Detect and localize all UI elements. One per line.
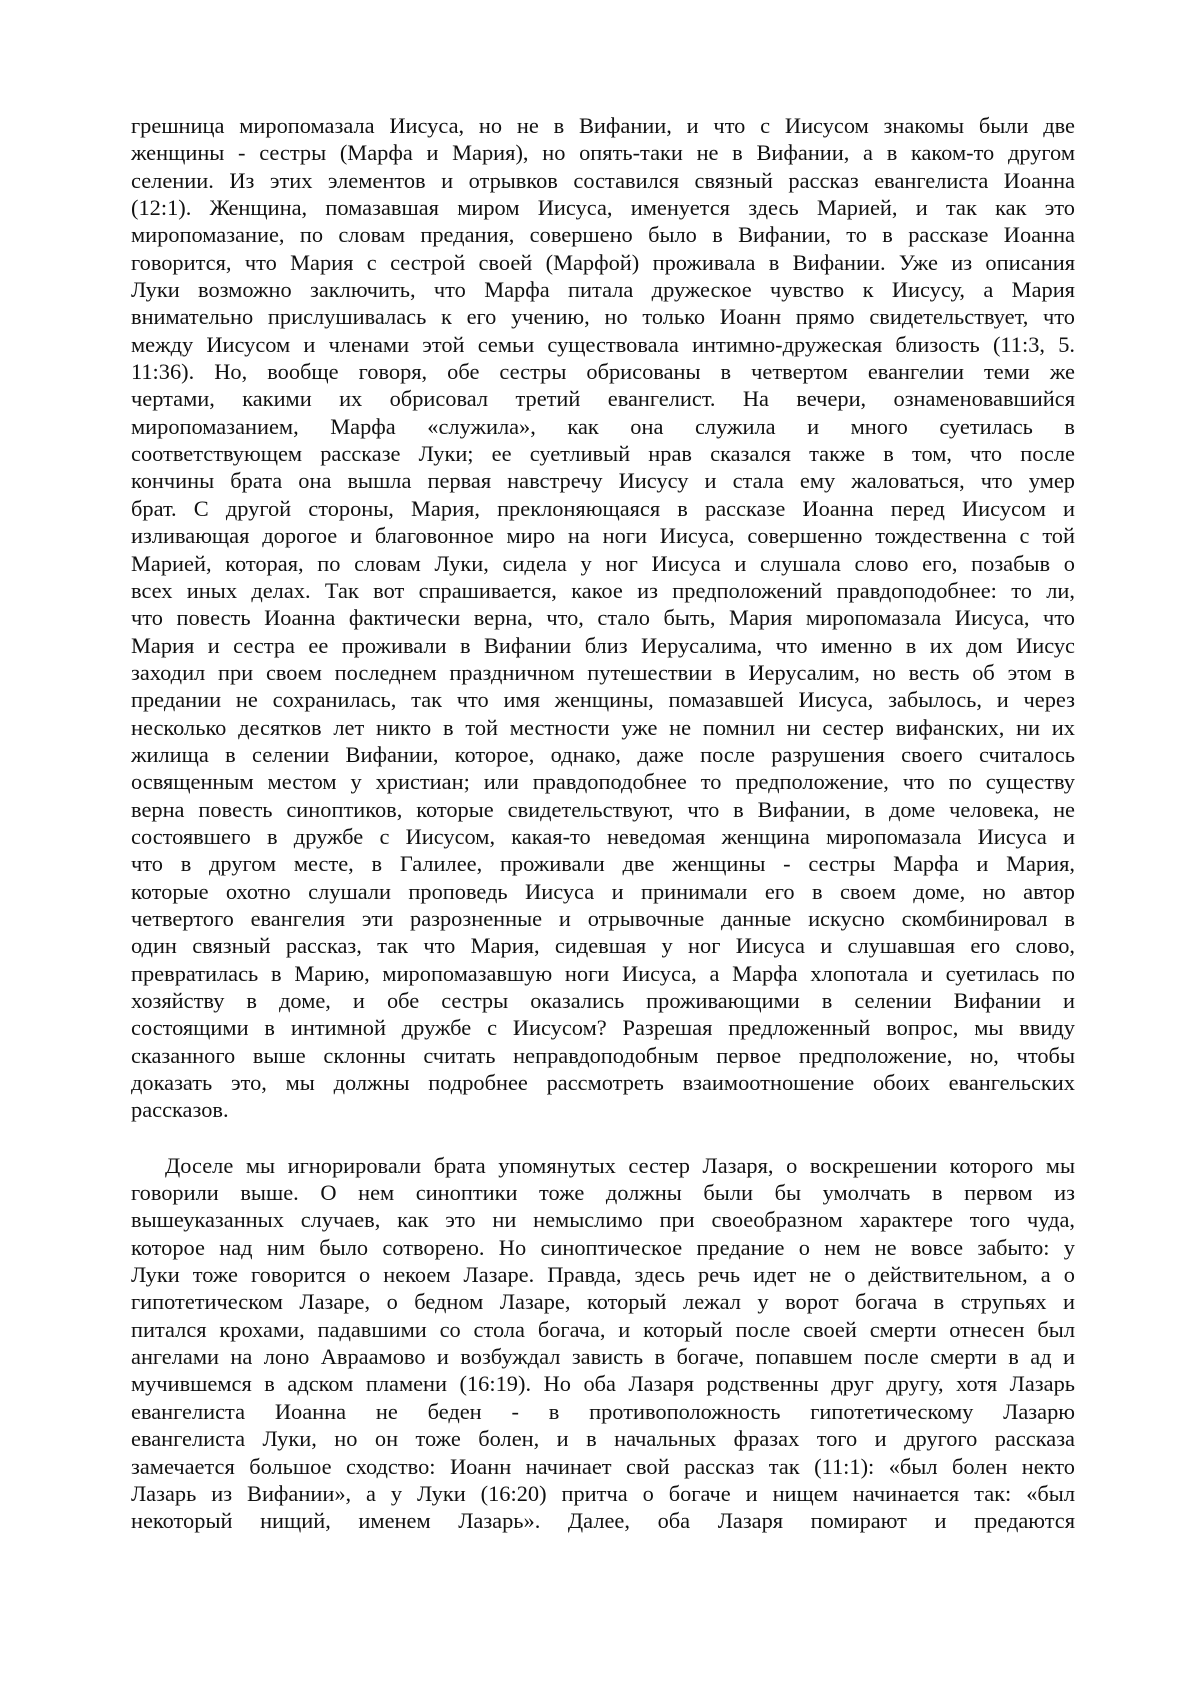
text-line: что в другом месте, в Галилее, проживали две женщины - сестры Марфа и Мария, (131, 851, 1075, 877)
text-line: жилища в селении Вифании, которое, однако, даже после разрушения своего считалось (131, 741, 1075, 767)
text-line: говорится, что Мария с сестрой своей (Марфой) проживала в Вифании. Уже из описания (131, 249, 1075, 275)
paragraph (131, 112, 1075, 1124)
text-line: Доселе мы игнорировали брата упомянутых сестер Лазаря, о воскрешении которого мы (165, 1152, 1075, 1178)
text-line: состоящими в интимной дружбе с Иисусом? Разрешая предложенный вопрос, мы ввиду (131, 1015, 1075, 1041)
text-line: всех иных делах. Так вот спрашивается, какое из предположений правдоподобнее: то ли, (131, 577, 1075, 603)
text-line: (12:1). Женщина, помазавшая миром Иисуса, именуется здесь Марией, и так как это (131, 195, 1075, 221)
text-line: грешница миропомазала Иисуса, но не в Вифании, и что с Иисусом знакомы были две (131, 113, 1075, 138)
text-line: питался крохами, падавшими со стола богача, и который после своей смерти отнесен был (131, 1316, 1075, 1342)
text-line: гипотетическом Лазаре, о бедном Лазаре, который лежал у ворот богача в струпьях и (131, 1289, 1075, 1315)
paragraph (131, 1152, 1075, 1535)
text-line: Луки тоже говорится о некоем Лазаре. Правда, здесь речь идет не о действительном, а о (131, 1262, 1075, 1288)
text-line: мучившемся в адском пламени (16:19). Но оба Лазаря родственны друг другу, хотя Лазарь (131, 1371, 1075, 1397)
text-line: селении. Из этих элементов и отрывков составился связный рассказ евангелиста Иоанна (131, 167, 1075, 193)
text-line: Марией, которая, по словам Луки, сидела у ног Иисуса и слушала слово его, позабыв о (131, 550, 1075, 576)
text-line: говорили выше. О нем синоптики тоже должны были бы умолчать в первом из (131, 1180, 1075, 1206)
text-line: женщины - сестры (Марфа и Мария), но опять-таки не в Вифании, а в каком-то другом (131, 140, 1075, 166)
text-line: сказанного выше склонны считать неправдоподобным первое предположение, но, чтобы (131, 1042, 1075, 1068)
text-line: евангелиста Иоанна не беден - в противоположность гипотетическому Лазарю (131, 1398, 1075, 1424)
text-line: состоявшего в дружбе с Иисусом, какая-то неведомая женщина миропомазала Иисуса и (131, 823, 1075, 849)
paragraph-gap (131, 1124, 1075, 1152)
text-line: верна повесть синоптиков, которые свидетельствуют, что в Вифании, в доме человека, не (131, 796, 1075, 822)
text-line: внимательно прислушивалась к его учению, но только Иоанн прямо свидетельствует, что (131, 304, 1075, 330)
text-line: брат. С другой стороны, Мария, преклоняющаяся в рассказе Иоанна перед Иисусом и (131, 495, 1075, 521)
text-line: предании не сохранилась, так что имя женщины, помазавшей Иисуса, забылось, и через (131, 687, 1075, 713)
text-line: чертами, какими их обрисовал третий евангелист. На вечери, ознаменовавшийся (131, 386, 1075, 412)
text-line: соответствующем рассказе Луки; ее суетливый нрав сказался также в том, что после (131, 441, 1075, 467)
text-line: некоторый нищий, именем Лазарь». Далее, оба Лазаря помирают и предаются (131, 1508, 1075, 1534)
text-line: доказать это, мы должны подробнее рассмотреть взаимоотношение обоих евангельских (131, 1070, 1075, 1096)
text-line: вышеуказанных случаев, как это ни немыслимо при своеобразном характере того чуда, (131, 1207, 1075, 1233)
text-line: миропомазанием, Марфа «служила», как она служила и много суетилась в (131, 413, 1075, 439)
text-line: изливающая дорогое и благовонное миро на ноги Иисуса, совершенно тождественна с той (131, 523, 1075, 549)
text-line: Мария и сестра ее проживали в Вифании близ Иерусалима, что именно в их дом Иисус (131, 632, 1075, 658)
text-line: Луки возможно заключить, что Марфа питала дружеское чувство к Иисусу, а Мария (131, 277, 1075, 303)
text-line: хозяйству в доме, и обе сестры оказались проживающими в селении Вифании и (131, 988, 1075, 1013)
text-line: несколько десятков лет никто в той местности уже не помнил ни сестер вифанских, ни их (131, 714, 1075, 740)
text-line: замечается большое сходство: Иоанн начинает свой рассказ так (11:1): «был болен некто (131, 1453, 1075, 1479)
text-line: четвертого евангелия эти разрозненные и отрывочные данные искусно скомбинировал в (131, 905, 1075, 931)
text-line: что повесть Иоанна фактически верна, что, стало быть, Мария миропомазала Иисуса, что (131, 605, 1075, 631)
text-line: миропомазание, по словам предания, совершено было в Вифании, то в рассказе Иоанна (131, 222, 1075, 248)
text-line: один связный рассказ, так что Мария, сидевшая у ног Иисуса и слушавшая его слово, (131, 933, 1075, 959)
text-line: освященным местом у христиан; или правдоподобнее то предположение, что по существу (131, 769, 1075, 795)
text-line: заходил при своем последнем праздничном путешествии в Иерусалим, но весть об этом в (131, 659, 1075, 685)
text-line: между Иисусом и членами этой семьи существовала интимно-дружеская близость (11:3, 5. (131, 331, 1075, 357)
text-line: кончины брата она вышла первая навстречу Иисусу и стала ему жаловаться, что умер (131, 468, 1075, 494)
text-line: которые охотно слушали проповедь Иисуса и принимали его в своем доме, но автор (131, 878, 1075, 904)
page-text (131, 112, 1075, 1535)
text-line: превратилась в Марию, миропомазавшую ноги Иисуса, а Марфа хлопотала и суетилась по (131, 960, 1075, 986)
text-line: ангелами на лоно Авраамово и возбуждал зависть в богаче, попавшем после смерти в ад и (131, 1344, 1075, 1370)
text-line: Лазарь из Вифании», а у Луки (16:20) притча о богаче и нищем начинается так: «был (131, 1480, 1075, 1506)
text-line: рассказов. (131, 1097, 229, 1123)
text-line: евангелиста Луки, но он тоже болен, и в начальных фразах того и другого рассказа (131, 1426, 1075, 1452)
text-line: которое над ним было сотворено. Но синоптическое предание о нем не вовсе забыто: у (131, 1234, 1075, 1260)
text-line: 11:36). Но, вообще говоря, обе сестры обрисованы в четвертом евангелии теми же (131, 359, 1075, 385)
